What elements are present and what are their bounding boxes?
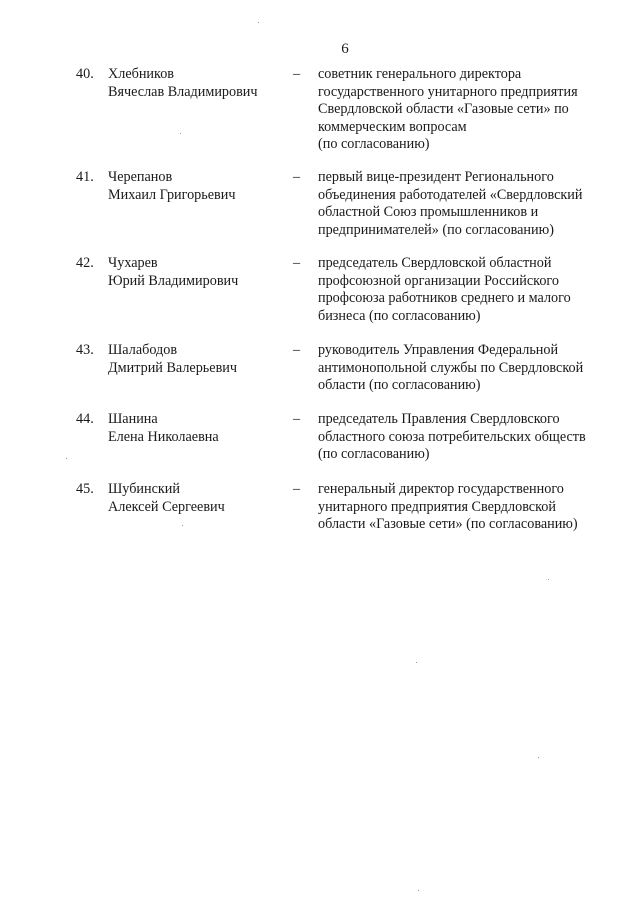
scan-speck — [180, 133, 181, 134]
person-surname: Черепанов — [108, 169, 173, 185]
person-name — [108, 411, 288, 446]
entry-number: 43. — [76, 342, 94, 358]
person-name — [108, 342, 288, 377]
scan-speck — [416, 662, 417, 663]
person-role — [318, 342, 618, 395]
person-name — [108, 481, 288, 516]
separator-dash: – — [293, 411, 301, 427]
role-line: области (по согласованию) — [318, 377, 481, 394]
person-surname: Хлебников — [108, 66, 174, 82]
page-number: 6 — [341, 41, 349, 57]
scan-speck — [418, 890, 419, 891]
entry-number: 40. — [76, 66, 94, 82]
role-line: объединения работодателей «Свердловский — [318, 186, 583, 203]
role-line: антимонопольной службы по Свердловской — [318, 359, 584, 376]
scan-speck — [66, 458, 67, 459]
role-line: коммерческим вопросам — [318, 118, 467, 135]
role-line: областного союза потребительских обществ — [318, 428, 586, 445]
scan-speck — [538, 757, 539, 758]
role-line: Свердловской области «Газовые сети» по — [318, 101, 569, 118]
role-line: бизнеса (по согласованию) — [318, 307, 481, 324]
role-line: председатель Правления Свердловского — [318, 411, 560, 427]
scan-speck — [548, 579, 549, 580]
scan-speck — [258, 22, 259, 23]
role-line: (по согласованию) — [318, 446, 430, 463]
role-line: советник генерального директора — [318, 66, 522, 82]
role-line: областной Союз промышленников и — [318, 204, 539, 221]
scan-speck — [182, 525, 183, 526]
role-line: области «Газовые сети» (по согласованию) — [318, 516, 578, 533]
person-surname: Чухарев — [108, 255, 158, 271]
person-given-names: Дмитрий Валерьевич — [108, 359, 237, 376]
separator-dash: – — [293, 169, 301, 185]
person-given-names: Елена Николаевна — [108, 428, 219, 445]
role-line: предпринимателей» (по согласованию) — [318, 221, 554, 238]
person-name — [108, 255, 288, 290]
entry-number: 42. — [76, 255, 94, 271]
role-line: профсоюзной организации Российского — [318, 272, 559, 289]
person-role — [318, 169, 618, 239]
person-name — [108, 66, 288, 101]
role-line: первый вице-президент Регионального — [318, 169, 554, 185]
separator-dash: – — [293, 342, 301, 358]
person-given-names: Юрий Владимирович — [108, 272, 239, 289]
separator-dash: – — [293, 255, 301, 271]
entry-number: 41. — [76, 169, 94, 185]
person-given-names: Алексей Сергеевич — [108, 498, 225, 515]
role-line: председатель Свердловской областной — [318, 255, 552, 271]
entry-number: 45. — [76, 481, 94, 497]
person-role — [318, 255, 618, 325]
person-surname: Шанина — [108, 411, 158, 427]
separator-dash: – — [293, 481, 301, 497]
person-role — [318, 66, 618, 154]
person-name — [108, 169, 288, 204]
person-role — [318, 481, 618, 534]
person-given-names: Михаил Григорьевич — [108, 186, 236, 203]
role-line: руководитель Управления Федеральной — [318, 342, 559, 358]
role-line: унитарного предприятия Свердловской — [318, 498, 556, 515]
person-given-names: Вячеслав Владимирович — [108, 83, 258, 100]
role-line: профсоюза работников среднего и малого — [318, 290, 571, 307]
separator-dash: – — [293, 66, 301, 82]
role-line: государственного унитарного предприятия — [318, 83, 578, 100]
role-line: (по согласованию) — [318, 136, 430, 153]
entry-number: 44. — [76, 411, 94, 427]
person-surname: Шалабодов — [108, 342, 178, 358]
person-role — [318, 411, 618, 464]
role-line: генеральный директор государственного — [318, 481, 564, 497]
person-surname: Шубинский — [108, 481, 180, 497]
